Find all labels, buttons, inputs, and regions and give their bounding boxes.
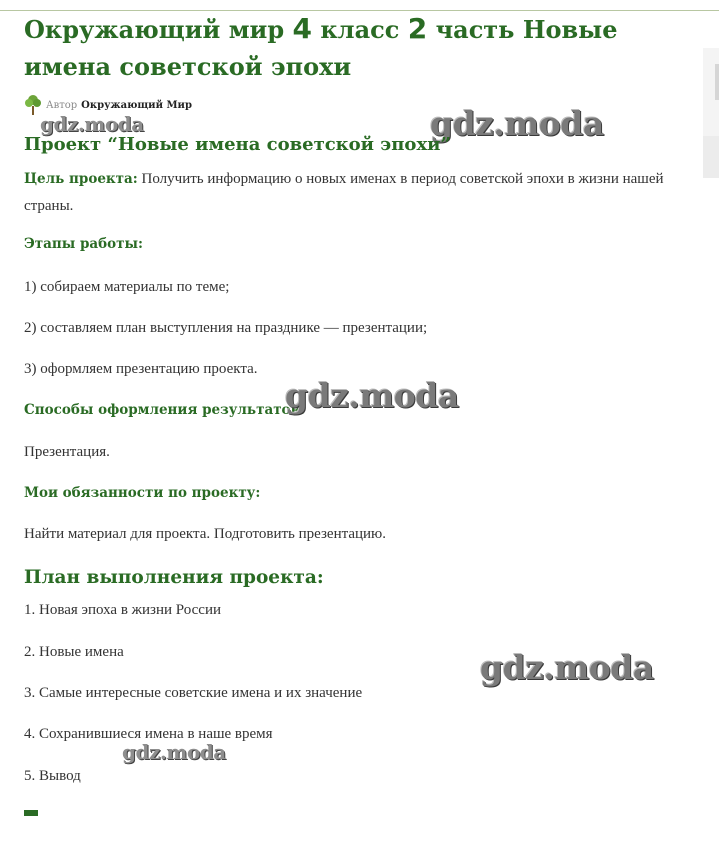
clipped-heading-fragment (24, 810, 38, 816)
goal-label: Цель проекта: (24, 171, 138, 187)
stages-label: Этапы работы: (24, 236, 144, 252)
formats-text: Презентация. (24, 444, 110, 460)
plan-item: 1. Новая эпоха в жизни России (24, 602, 221, 618)
sidebar-edge (703, 48, 719, 178)
watermark: gdz.moda (122, 740, 226, 764)
stage-item: 1) собираем материалы по теме; (24, 279, 230, 295)
author-name[interactable]: Окружающий Мир (81, 99, 192, 111)
duties-label: Мои обязанности по проекту: (24, 485, 261, 501)
watermark: gdz.moda (480, 648, 654, 687)
goal-text: Получить информацию о новых именах в период советской эпохи в жизни нашей страны. (24, 171, 664, 214)
formats-label: Способы оформления результатов: (24, 402, 305, 418)
watermark: gdz.moda (40, 112, 144, 136)
plan-item: 3. Самые интересные советские имена и их значение (24, 685, 363, 701)
watermark: gdz.moda (285, 376, 459, 415)
page-title: Окружающий мир 4 класс 2 часть Новые имена советской эпохи (24, 12, 618, 81)
stage-item: 2) составляем план выступления на празднике — презентации; (24, 320, 428, 336)
project-title: Проект “Новые имена советской эпохи” (24, 134, 451, 155)
watermark: gdz.moda (430, 104, 604, 143)
author-label: Автор (46, 99, 78, 111)
stage-item: 3) оформляем презентацию проекта. (24, 361, 258, 377)
goal-paragraph (24, 166, 694, 220)
plan-item: 5. Вывод (24, 768, 81, 784)
duties-text: Найти материал для проекта. Подготовить презентацию. (24, 526, 387, 542)
plan-item: 2. Новые имена (24, 644, 124, 660)
plan-heading: План выполнения проекта: (24, 567, 324, 588)
plan-item: 4. Сохранившиеся имена в наше время (24, 726, 273, 742)
